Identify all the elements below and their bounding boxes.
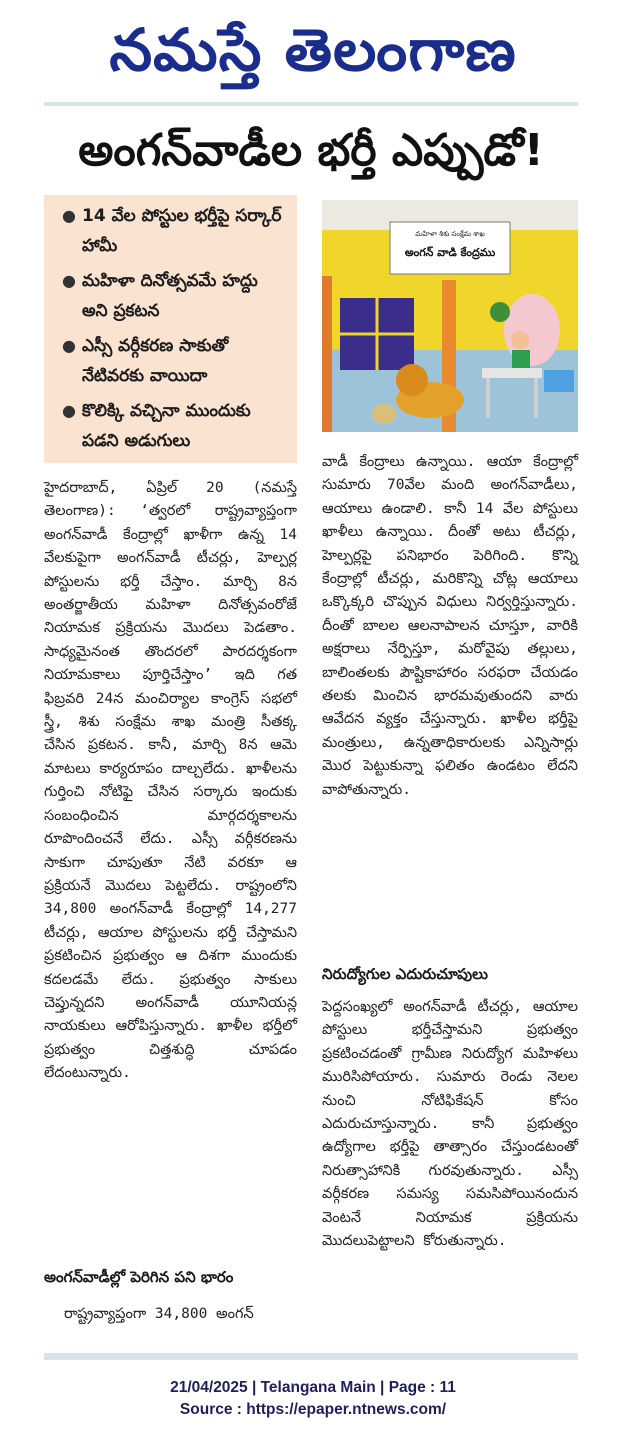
masthead bbox=[0, 0, 626, 100]
highlights-box bbox=[44, 195, 297, 463]
highlight-item: ● 14 వేల పోస్టుల భర్తీపై సర్కార్ హామీ bbox=[60, 201, 289, 261]
anganwadi-building-illustration bbox=[322, 200, 578, 432]
body-paragraph: హైదరాబాద్, ఏప్రిల్ 20 (నమస్తే తెలంగాణ): ‘త్వరలో రాష్ట్రవ్యాప్తంగా అంగన్‌వాడీ కేంద్రాల్లో ఖాళీగా ఉన్న 14 వేలకుపైగా అంగన్‌వాడీ టీచర్లు, హెల్పర్ల పోస్టులను భర్తీ చేస్తాం. మార్చి 8న అంతర్జాతీయ మహిళా దినోత్సవంరోజే నియామక ప్రక్రియను మొదలు పెడతాం. సాధ్యమైనంత తొందరలో పారదర్శకంగా నియామకాలు పూర్తిచేస్తాం’ ఇది గత ఫిబ్రవరి 24న మంచిర్యాల కాంగ్రెస్ సభలో స్త్రీ, శిశు సంక్షేమ శాఖ మంత్రి సీతక్క చేసిన ప్రకటన. కానీ, మార్చి 8న ఆమె మాటలు కార్యరూపం దాల్చలేదు. ఖాళీలను గుర్తించి నోటిఫై చేసిన సర్కారు ఇందుకు సంబంధించిన మార్గదర్శకాలను రూపొందించనే లేదు. ఎస్సీ వర్గీకరణను సాకుగా చూపుతూ నేటి వరకూ ఆ ప్రక్రియనే మొదలు పెట్టలేదు. రాష్ట్రంలోని 34,800 అంగన్‌వాడీ కేంద్రాల్లో 14,277 టీచర్లు, ఆయాల పోస్టులను భర్తీ చేస్తామని ప్రకటించిన ప్రభుత్వం ఆ దిశగా ముందుకు కదలడమే లేదు. ప్రభుత్వం సాకులు చెప్తున్నదని అంగన్‌వాడీ యూనియన్ల నాయకులు ఆరోపిస్తున్నారు. ఖాళీల భర్తీలో ప్రభుత్వం చిత్తశుద్ధి చూపడం లేదంటున్నారు. bbox=[44, 480, 297, 1082]
source-link[interactable]: Source : https://epaper.ntnews.com/ bbox=[179, 1401, 447, 1418]
article-body-left-tail bbox=[64, 1303, 297, 1326]
subheading-workload bbox=[44, 1268, 297, 1290]
newspaper-name: నమస్తే తెలంగాణ bbox=[109, 16, 517, 84]
body-paragraph: రాష్ట్రవ్యాప్తంగా 34,800 అంగన్ bbox=[64, 1306, 254, 1322]
page-footer bbox=[0, 1377, 626, 1421]
board-text-main: అంగన్ వాడి కేంద్రము bbox=[404, 246, 496, 259]
article-body-right-tail bbox=[322, 996, 578, 1253]
subheading-unemployed bbox=[322, 965, 578, 987]
bullet-icon: ● bbox=[62, 336, 76, 355]
footer-rule bbox=[44, 1353, 578, 1360]
board-text-top: మహిళా శిశు సంక్షేమ శాఖ bbox=[415, 230, 485, 238]
highlights-list bbox=[44, 195, 297, 456]
subheading-text: నిరుద్యోగుల ఎదురుచూపులు bbox=[322, 965, 488, 983]
bullet-icon: ● bbox=[62, 206, 76, 225]
header-rule bbox=[44, 102, 578, 106]
article-body-left bbox=[44, 477, 297, 1086]
body-paragraph: పెద్దసంఖ్యలో అంగన్‌వాడీ టీచర్లు, ఆయాల పోస్టులు భర్తీచేస్తామని ప్రభుత్వం ప్రకటించడంతో గ్రామీణ నిరుద్యోగ మహిళలు మురిసిపోయారు. సుమారు రెండు నెలల నుంచి నోటిఫికేషన్ కోసం ఎదురుచూస్తున్నారు. కానీ ప్రభుత్వం ఉద్యోగాల భర్తీపై తాత్సారం చేస్తుండటంతో నిరుత్సాహానికి గురవుతున్నారు. ఎస్సీ వర్గీకరణ సమస్య సమసిపోయినందున వెంటనే నియామక ప్రక్రియను మొదలుపెట్టాలని కోరుతున్నారు. bbox=[322, 999, 578, 1250]
article-body-right bbox=[322, 451, 578, 802]
bullet-icon: ● bbox=[62, 271, 76, 290]
highlight-item: ● మహిళా దినోత్సవమే హద్దు అని ప్రకటన bbox=[60, 266, 289, 326]
edition-info: 21/04/2025 | Telangana Main | Page : 11 bbox=[170, 1379, 456, 1396]
anganwadi-centre-photo bbox=[322, 200, 578, 432]
highlight-item: ● ఎస్సీ వర్గీకరణ సాకుతో నేటివరకు వాయిదా bbox=[60, 331, 289, 391]
bullet-icon: ● bbox=[62, 401, 76, 420]
highlight-item: ● కొలిక్కి వచ్చినా ముందుకు పడని అడుగులు bbox=[60, 396, 289, 456]
article-headline: అంగన్‌వాడీల భర్తీ ఎప్పుడో! bbox=[78, 125, 544, 176]
body-paragraph: వాడీ కేంద్రాలు ఉన్నాయి. ఆయా కేంద్రాల్లో సుమారు 70వేల మంది అంగన్‌వాడీలు, ఆయాలు ఉండాలి. కానీ 14 వేల పోస్టులు ఖాళీలు ఉన్నాయి. దీంతో అటు టీచర్లు, హెల్పర్లపై పనిభారం పెరిగింది. కొన్ని కేంద్రాల్లో టీచర్లు, మరికొన్ని చోట్ల ఆయాలు ఒక్కొక్కరి చొప్పున విధులు నిర్వర్తిస్తున్నారు. దీంతో బాలల ఆలనాపాలన చూస్తూ, వారికి అక్షరాలు నేర్పిస్తూ, మరోవైపు తల్లులు, బాలింతలకు పౌష్టికాహారం సరఫరా చేయడం తలకు మించిన భారమవుతుందని వారు ఆవేదన వ్యక్తం చేస్తున్నారు. ఖాళీల భర్తీపై మంత్రులు, ఉన్నతాధికారులకు ఎన్నిసార్లు మొర పెట్టుకున్నా ఫలితం ఉండటం లేదని వాపోతున్నారు. bbox=[322, 454, 578, 798]
subheading-text: అంగన్‌వాడీల్లో పెరిగిన పని భారం bbox=[44, 1268, 234, 1286]
